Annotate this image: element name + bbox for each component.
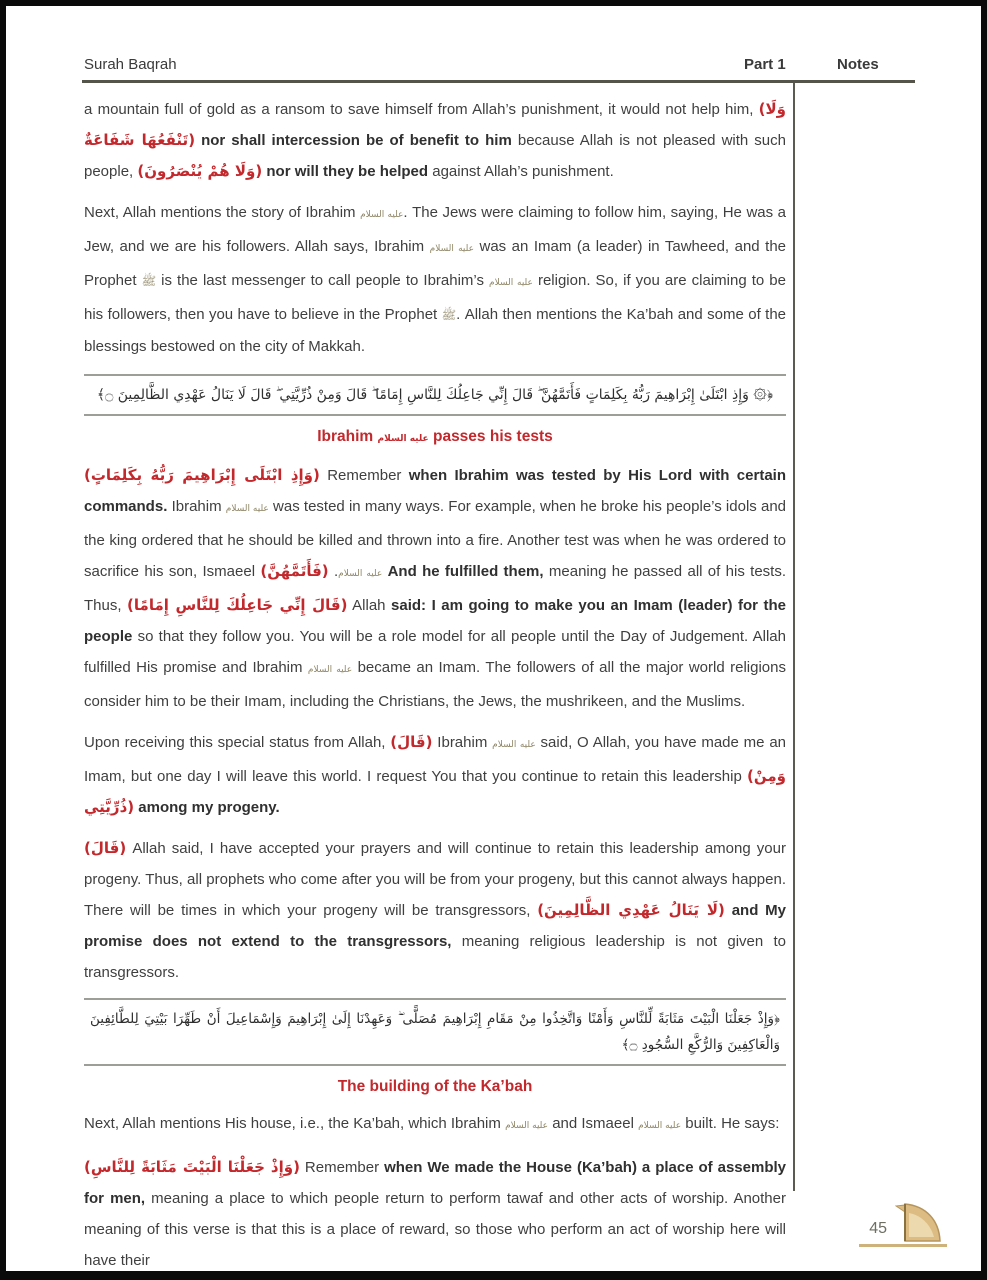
- paragraph-ibrahim-tested: [84, 460, 786, 717]
- text-run: Upon receiving this special status from Allah,: [84, 734, 391, 751]
- main-text-column: [84, 90, 786, 1280]
- text-run: when We made the House (Ka’bah) a place of assembly for men,: [84, 1159, 786, 1207]
- text-run: against Allah’s punishment.: [432, 163, 614, 180]
- header-part-label: Part 1: [744, 56, 786, 73]
- paragraph-story-of-ibrahim: [84, 197, 786, 362]
- text-run: passes his tests: [428, 428, 553, 445]
- honorific-alayhis-salam-icon: عليه السلام: [505, 1121, 549, 1131]
- section-heading-ibrahim-tests: [84, 426, 786, 450]
- honorific-alayhis-salam-icon: عليه السلام: [307, 665, 353, 675]
- arabic-quote: (فَأَتَمَّهُنَّ): [260, 562, 329, 580]
- text-run: And he fulfilled them,: [382, 563, 544, 580]
- text-run: said: I am going to make you an Imam (leader) for the people: [84, 597, 787, 645]
- text-run: became an Imam. The followers of all the major world religions consider him to be their Imam, including the Christians, the Jews, the mushrikeen, and the Muslims.: [84, 659, 786, 710]
- arabic-quote: (وَمِنْ ذُرِّيَّتِي): [84, 767, 786, 816]
- text-run: Next, Allah mentions the story of Ibrahim: [84, 204, 361, 221]
- text-run: meaning religious leadership is not given to transgressors.: [84, 933, 786, 981]
- honorific-sallallahu-icon: ﷺ: [141, 274, 157, 288]
- text-run: meaning he passed all of his tests. Thus,: [84, 563, 786, 614]
- arabic-quote: (وَلَا هُمْ يُنْصَرُونَ): [137, 162, 263, 180]
- text-run: nor shall intercession be of benefit to him: [195, 132, 518, 149]
- text-run: was an Imam (a leader) in Tawheed, and the Prophet: [84, 238, 787, 289]
- honorific-alayhis-salam-icon: عليه السلام: [489, 278, 533, 288]
- quran-verse-arabic: ﴿وَإِذْ جَعَلْنَا الْبَيْتَ مَثَابَةً لِّلنَّاسِ وَأَمْنًا وَاتَّخِذُوا مِنْ مَقَامِ إِبْرَاهِيمَ مُصَلًّى ۖ وَعَهِدْنَا إِلَىٰ إِبْرَاهِيمَ وَإِسْمَاعِيلَ أَنْ طَهِّرَا بَيْتِيَ لِلطَّائِفِينَ وَالْعَاكِفِينَ وَالرُّكَّعِ السُّجُودِ ۝﴾: [90, 1011, 780, 1053]
- honorific-alayhis-salam-icon: عليه السلام: [360, 210, 404, 220]
- quran-verse-box-2-124: [84, 374, 786, 416]
- gold-page-corner-icon: [895, 1202, 945, 1244]
- section-heading-building-kabah: The building of the Ka’bah: [337, 1078, 533, 1095]
- text-run: and Ismaeel: [548, 1115, 639, 1132]
- paragraph-place-of-assembly: [84, 1152, 786, 1276]
- paragraph-special-status: [84, 727, 786, 823]
- text-run: Remember: [319, 467, 409, 484]
- page-number: 45: [869, 1220, 887, 1237]
- paragraph-intercession: [84, 94, 786, 187]
- paragraph-leadership-progeny: [84, 833, 786, 988]
- honorific-alayhis-salam-icon: عليه السلام: [638, 1121, 682, 1131]
- arabic-quote: (قَالَ إِنِّي جَاعِلُكَ لِلنَّاسِ إِمَامًا): [127, 596, 348, 614]
- text-run: Ibrahim: [317, 428, 378, 445]
- arabic-quote: (لَا يَنَالُ عَهْدِي الظَّالِمِينَ): [537, 901, 725, 919]
- text-run: and My promise does not extend to the transgressors,: [84, 902, 786, 950]
- text-run: Remember: [299, 1159, 385, 1176]
- arabic-quote: (وَإِذْ جَعَلْنَا الْبَيْتَ مَثَابَةً لِلنَّاسِ): [84, 1158, 300, 1176]
- page-title: Surah Baqrah: [84, 56, 177, 73]
- text-run: among my progeny.: [134, 799, 280, 816]
- quran-verse-box-2-125: [84, 998, 786, 1066]
- arabic-quote: (وَإِذِ ابْتَلَى إِبْرَاهِيمَ رَبُّهُ بِكَلِمَاتٍ): [84, 466, 320, 484]
- honorific-sallallahu-icon: ﷺ: [441, 308, 457, 322]
- text-run: said, O Allah, you have made me an Imam, but one day I will leave this world. I request You that you continue to retain this leadership: [84, 734, 787, 785]
- page-footer: [859, 1202, 947, 1247]
- text-run: . Allah then mentions the Ka’bah and some of the blessings bestowed on the city of Makkah.: [84, 306, 787, 355]
- quran-verse-arabic: ﴿۞ وَإِذِ ابْتَلَىٰ إِبْرَاهِيمَ رَبُّهُ بِكَلِمَاتٍ فَأَتَمَّهُنَّ ۖ قَالَ إِنِّي جَاعِلُكَ لِلنَّاسِ إِمَامًا ۖ قَالَ وَمِنْ ذُرِّيَّتِي ۖ قَالَ لَا يَنَالُ عَهْدِي الظَّالِمِينَ ۝﴾: [96, 387, 774, 403]
- notes-column-divider: [793, 83, 795, 1191]
- text-run: nor will they be helped: [262, 163, 433, 180]
- honorific-alayhis-salam-icon: عليه السلام: [429, 244, 474, 254]
- header-notes-label: Notes: [837, 56, 879, 73]
- header-rule: [82, 80, 915, 83]
- text-run: Allah said, I have accepted your prayers and will continue to retain this leadership among your progeny. Thus, all prophets who come after you will be from your progeny, but this cannot always happen. There will be times in which your progeny will be transgressors,: [84, 840, 786, 919]
- text-run: was tested in many ways. For example, when he broke his people’s idols and the king ordered that he should be killed and thrown into a fire. Another test was when he was ordered to sacrifice his son, Ismaeel: [84, 498, 787, 580]
- text-run: Next, Allah mentions His house, i.e., the Ka’bah, which Ibrahim: [84, 1115, 506, 1132]
- text-run: .: [328, 563, 339, 580]
- arabic-quote: (قَالَ): [390, 733, 433, 751]
- text-run: Ibrahim: [432, 734, 493, 751]
- text-run: a mountain full of gold as a ransom to save himself from Allah’s punishment, it would not help him,: [84, 101, 759, 118]
- text-run: so that they follow you. You will be a role model for all people until the Day of Judgement. Allah fulfilled His promise and Ibrahim: [84, 628, 786, 676]
- text-run: religion. So, if you are claiming to be his followers, then you have to believe in the Prophet: [84, 272, 786, 323]
- honorific-alayhis-salam-icon: عليه السلام: [225, 504, 269, 514]
- text-run: when Ibrahim was tested by His Lord with certain commands.: [84, 467, 786, 515]
- honorific-alayhis-salam-icon: عليه السلام: [492, 740, 536, 750]
- text-run: Ibrahim: [167, 498, 226, 515]
- text-run: . The Jews were claiming to follow him, saying, He was a Jew, and we are his followers. Allah says, Ibrahim: [84, 204, 786, 255]
- text-run: built. He says:: [681, 1115, 780, 1132]
- arabic-quote: (قَالَ): [84, 839, 127, 857]
- arabic-quote: (وَلَا تَنْفَعُهَا شَفَاعَةٌ): [84, 100, 786, 149]
- paragraph-mentions-house: [84, 1108, 786, 1142]
- text-run: is the last messenger to call people to Ibrahim’s: [156, 272, 490, 289]
- honorific-alayhis-salam-icon: عليه السلام: [377, 434, 429, 444]
- text-run: because Allah is not pleased with such people,: [84, 132, 786, 180]
- text-run: meaning a place to which people return to perform tawaf and other acts of worship. Another meaning of this verse is that this is a place of reward, so those who perform an act of worship here will have their: [84, 1190, 786, 1269]
- text-run: Allah: [347, 597, 392, 614]
- honorific-alayhis-salam-icon: عليه السلام: [338, 569, 383, 579]
